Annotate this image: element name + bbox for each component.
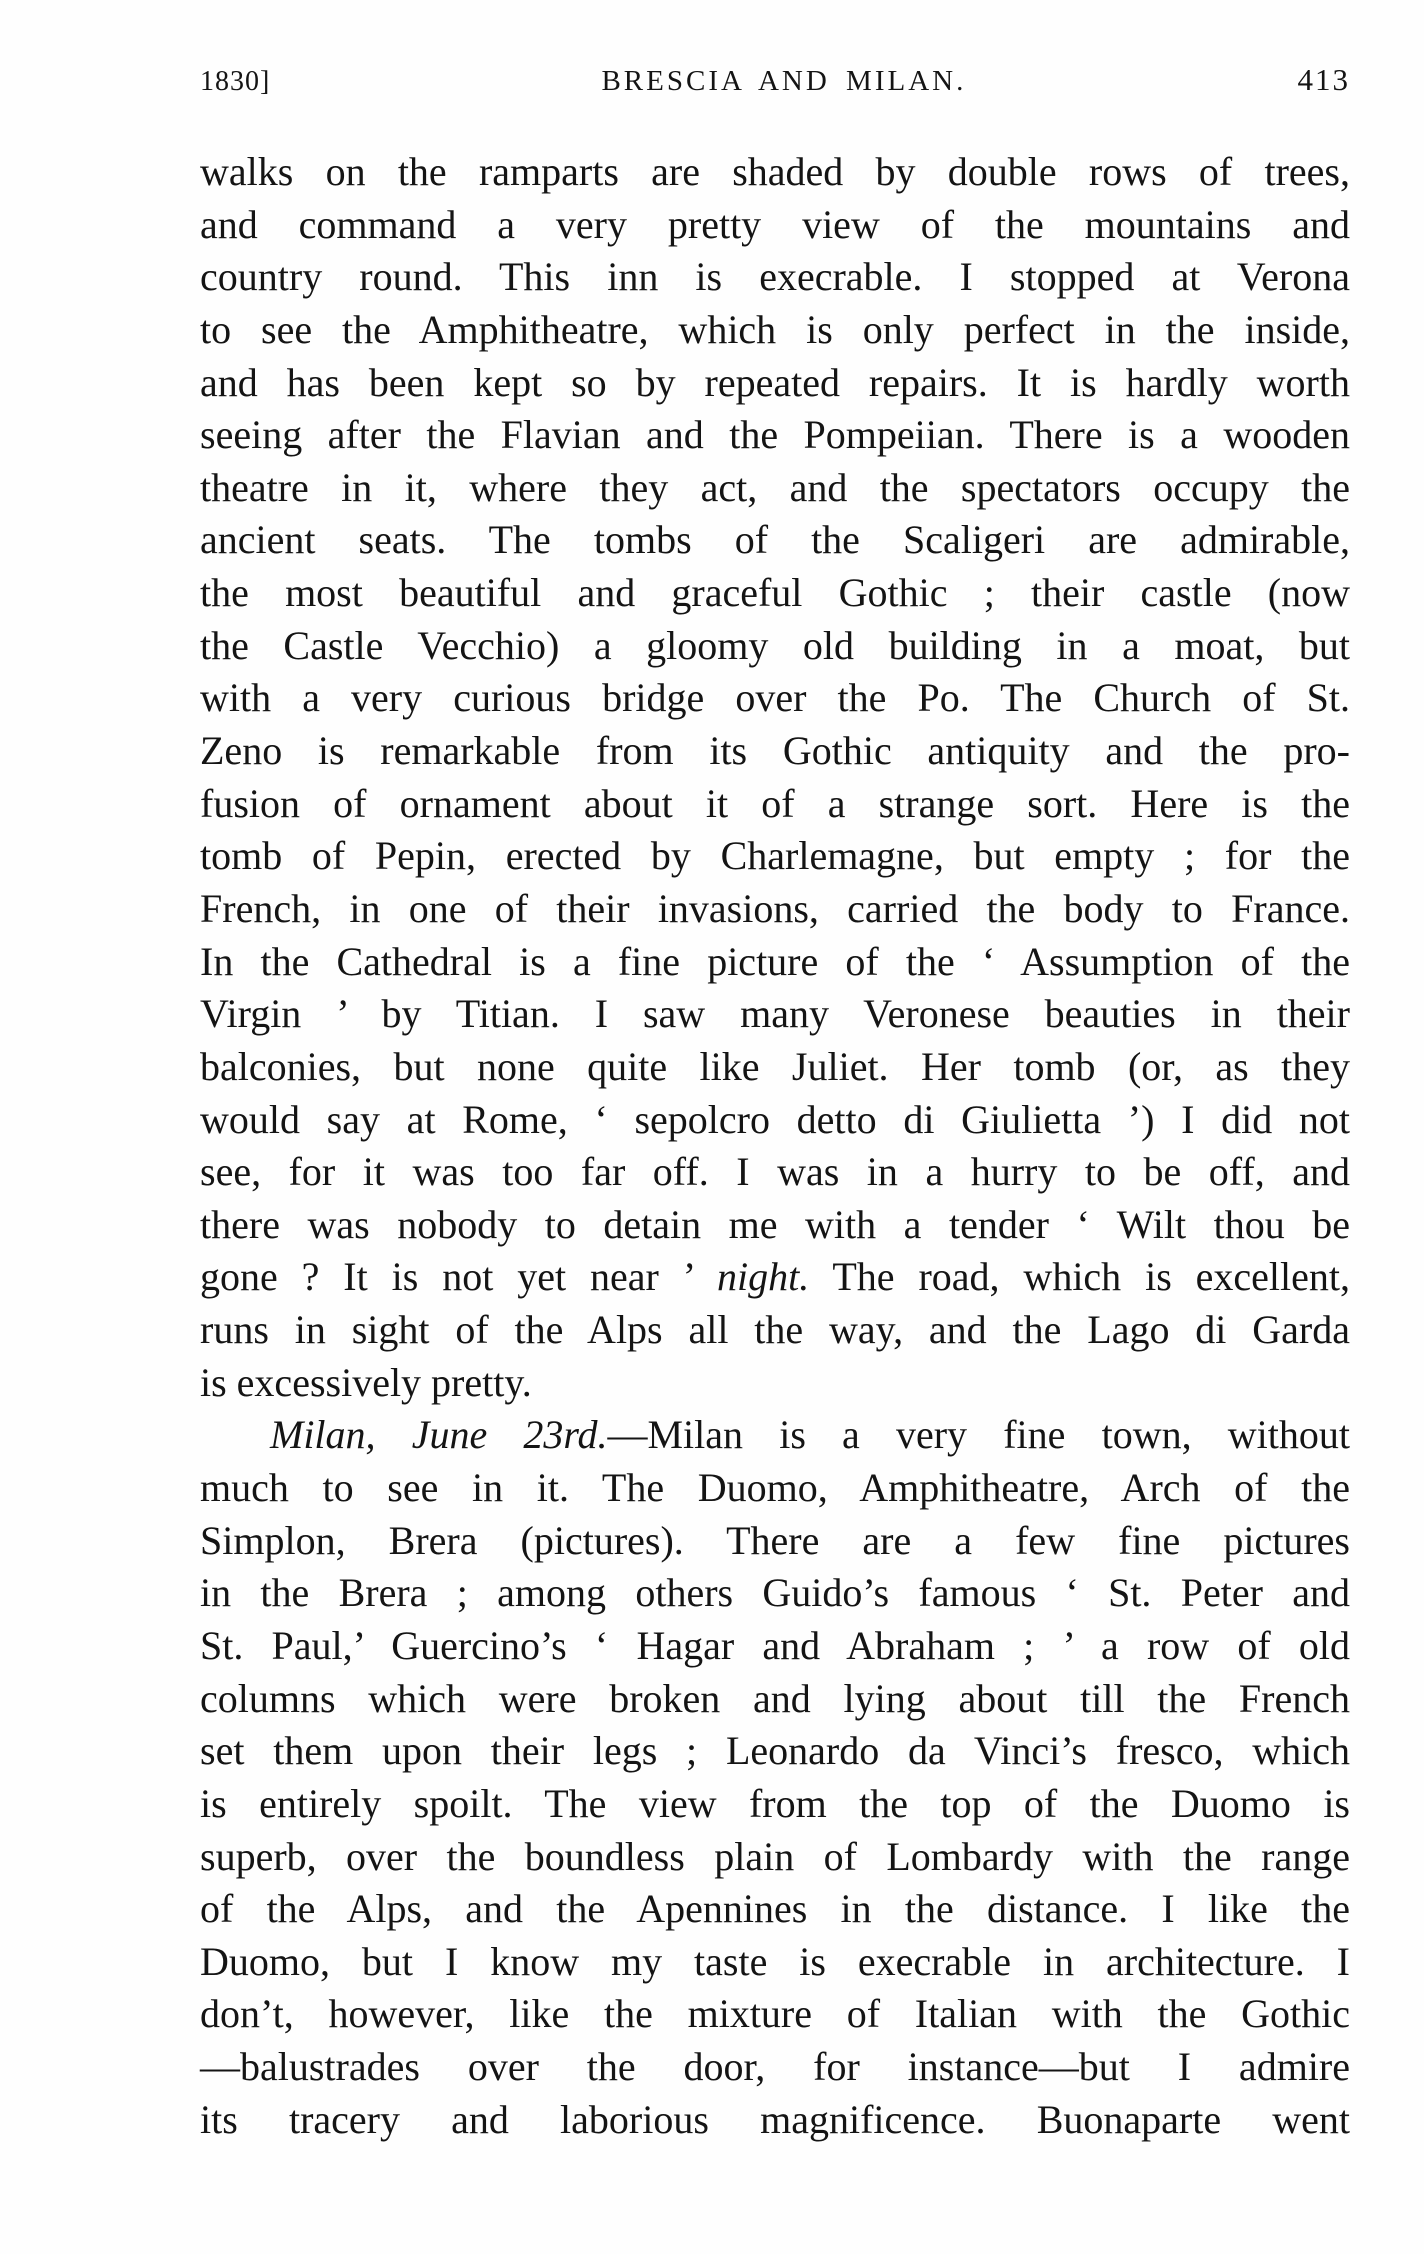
text-line xyxy=(200,1988,1350,2041)
text-segment: Duomo, but I know my taste is execrable in architecture. I xyxy=(200,1938,1350,1984)
text-segment: fusion of ornament about it of a strange sort. Here is the xyxy=(200,780,1350,826)
header-year-label: 1830] xyxy=(200,66,271,97)
text-line xyxy=(200,1357,1350,1410)
text-segment: is entirely spoilt. The view from the top of the Duomo is xyxy=(200,1780,1350,1826)
text-segment: St. Paul,’ Guercino’s ‘ Hagar and Abraham ; ’ a row of old xyxy=(200,1622,1350,1668)
header-running-title: BRESCIA AND MILAN. xyxy=(601,65,967,97)
text-line xyxy=(200,1304,1350,1357)
text-segment: tomb of Pepin, erected by Charlemagne, but empty ; for the xyxy=(200,833,1350,879)
text-segment: would say at Rome, ‘ sepolcro detto di Giulietta ’) I did not xyxy=(200,1096,1350,1142)
text-line xyxy=(200,1515,1350,1568)
text-segment: to see the Amphitheatre, which is only perfect in the inside, xyxy=(200,306,1350,352)
text-line xyxy=(200,830,1350,883)
text-segment: set them upon their legs ; Leonardo da Vinci’s fresco, which xyxy=(200,1728,1350,1774)
text-segment: in the Brera ; among others Guido’s famous ‘ St. Peter and xyxy=(200,1570,1350,1616)
text-segment: its tracery and laborious magnificence. Buonaparte went xyxy=(200,2096,1350,2142)
text-line xyxy=(200,883,1350,936)
text-segment: The road, which is excellent, xyxy=(809,1254,1351,1300)
text-segment-italic: Milan, June 23rd. xyxy=(270,1412,608,1458)
text-line xyxy=(200,1409,1350,1462)
text-segment: Zeno is remarkable from its Gothic antiquity and the pro- xyxy=(200,728,1350,774)
text-segment: In the Cathedral is a fine picture of the ‘ Assumption of the xyxy=(200,938,1350,984)
text-line xyxy=(200,1146,1350,1199)
running-header xyxy=(200,62,1350,98)
text-segment: ancient seats. The tombs of the Scaligeri are admirable, xyxy=(200,517,1350,563)
text-line xyxy=(200,1725,1350,1778)
header-page-number: 413 xyxy=(1297,62,1350,97)
text-segment: seeing after the Flavian and the Pompeiian. There is a wooden xyxy=(200,412,1350,458)
text-line xyxy=(200,409,1350,462)
text-segment: columns which were broken and lying about till the French xyxy=(200,1675,1350,1721)
text-line xyxy=(200,462,1350,515)
text-segment: Simplon, Brera (pictures). There are a few fine pictures xyxy=(200,1517,1350,1563)
text-line xyxy=(200,1883,1350,1936)
text-segment: the Castle Vecchio) a gloomy old building in a moat, but xyxy=(200,622,1350,668)
text-line xyxy=(200,1620,1350,1673)
text-line xyxy=(200,146,1350,199)
text-segment: with a very curious bridge over the Po. The Church of St. xyxy=(200,675,1350,721)
text-segment: and command a very pretty view of the mountains and xyxy=(200,201,1350,247)
text-line xyxy=(200,1094,1350,1147)
text-segment: much to see in it. The Duomo, Amphitheatre, Arch of the xyxy=(200,1465,1350,1511)
text-line xyxy=(200,357,1350,410)
text-segment: —Milan is a very fine town, without xyxy=(607,1412,1350,1458)
text-line xyxy=(200,1831,1350,1884)
text-line xyxy=(200,199,1350,252)
text-segment: the most beautiful and graceful Gothic ; their castle (now xyxy=(200,570,1350,616)
text-line xyxy=(200,936,1350,989)
text-line xyxy=(200,620,1350,673)
text-segment: don’t, however, like the mixture of Italian with the Gothic xyxy=(200,1991,1350,2037)
text-line xyxy=(200,988,1350,1041)
text-line xyxy=(200,567,1350,620)
text-segment: theatre in it, where they act, and the spectators occupy the xyxy=(200,464,1350,510)
text-line xyxy=(200,514,1350,567)
text-line xyxy=(200,2041,1350,2094)
text-segment: —balustrades over the door, for instance—but I admire xyxy=(200,2044,1350,2090)
text-segment: and has been kept so by repeated repairs. It is hardly worth xyxy=(200,359,1350,405)
text-segment: Virgin ’ by Titian. I saw many Veronese beauties in their xyxy=(200,991,1350,1037)
text-segment: superb, over the boundless plain of Lombardy with the range xyxy=(200,1833,1350,1879)
text-line xyxy=(200,672,1350,725)
text-segment: balconies, but none quite like Juliet. Her tomb (or, as they xyxy=(200,1043,1350,1089)
text-segment: there was nobody to detain me with a tender ‘ Wilt thou be xyxy=(200,1201,1350,1247)
text-line xyxy=(200,1462,1350,1515)
text-segment: French, in one of their invasions, carried the body to France. xyxy=(200,885,1350,931)
text-segment-italic: night. xyxy=(716,1254,810,1300)
text-line xyxy=(200,1567,1350,1620)
text-segment: see, for it was too far off. I was in a hurry to be off, and xyxy=(200,1149,1350,1195)
text-segment: is excessively pretty. xyxy=(200,1359,532,1405)
page-text xyxy=(200,146,1350,2146)
text-segment: gone ? It is not yet near ’ xyxy=(200,1254,717,1300)
text-segment: of the Alps, and the Apennines in the distance. I like the xyxy=(200,1886,1350,1932)
text-line xyxy=(200,1199,1350,1252)
text-segment: country round. This inn is execrable. I stopped at Verona xyxy=(200,254,1350,300)
text-line xyxy=(200,251,1350,304)
text-line xyxy=(200,1251,1350,1304)
text-line xyxy=(200,1936,1350,1989)
text-segment: runs in sight of the Alps all the way, and the Lago di Garda xyxy=(200,1307,1350,1353)
text-line xyxy=(200,1673,1350,1726)
text-line xyxy=(200,1041,1350,1094)
text-line xyxy=(200,2094,1350,2147)
text-line xyxy=(200,725,1350,778)
text-line xyxy=(200,778,1350,831)
text-line xyxy=(200,304,1350,357)
text-segment: walks on the ramparts are shaded by double rows of trees, xyxy=(200,149,1350,194)
text-line xyxy=(200,1778,1350,1831)
